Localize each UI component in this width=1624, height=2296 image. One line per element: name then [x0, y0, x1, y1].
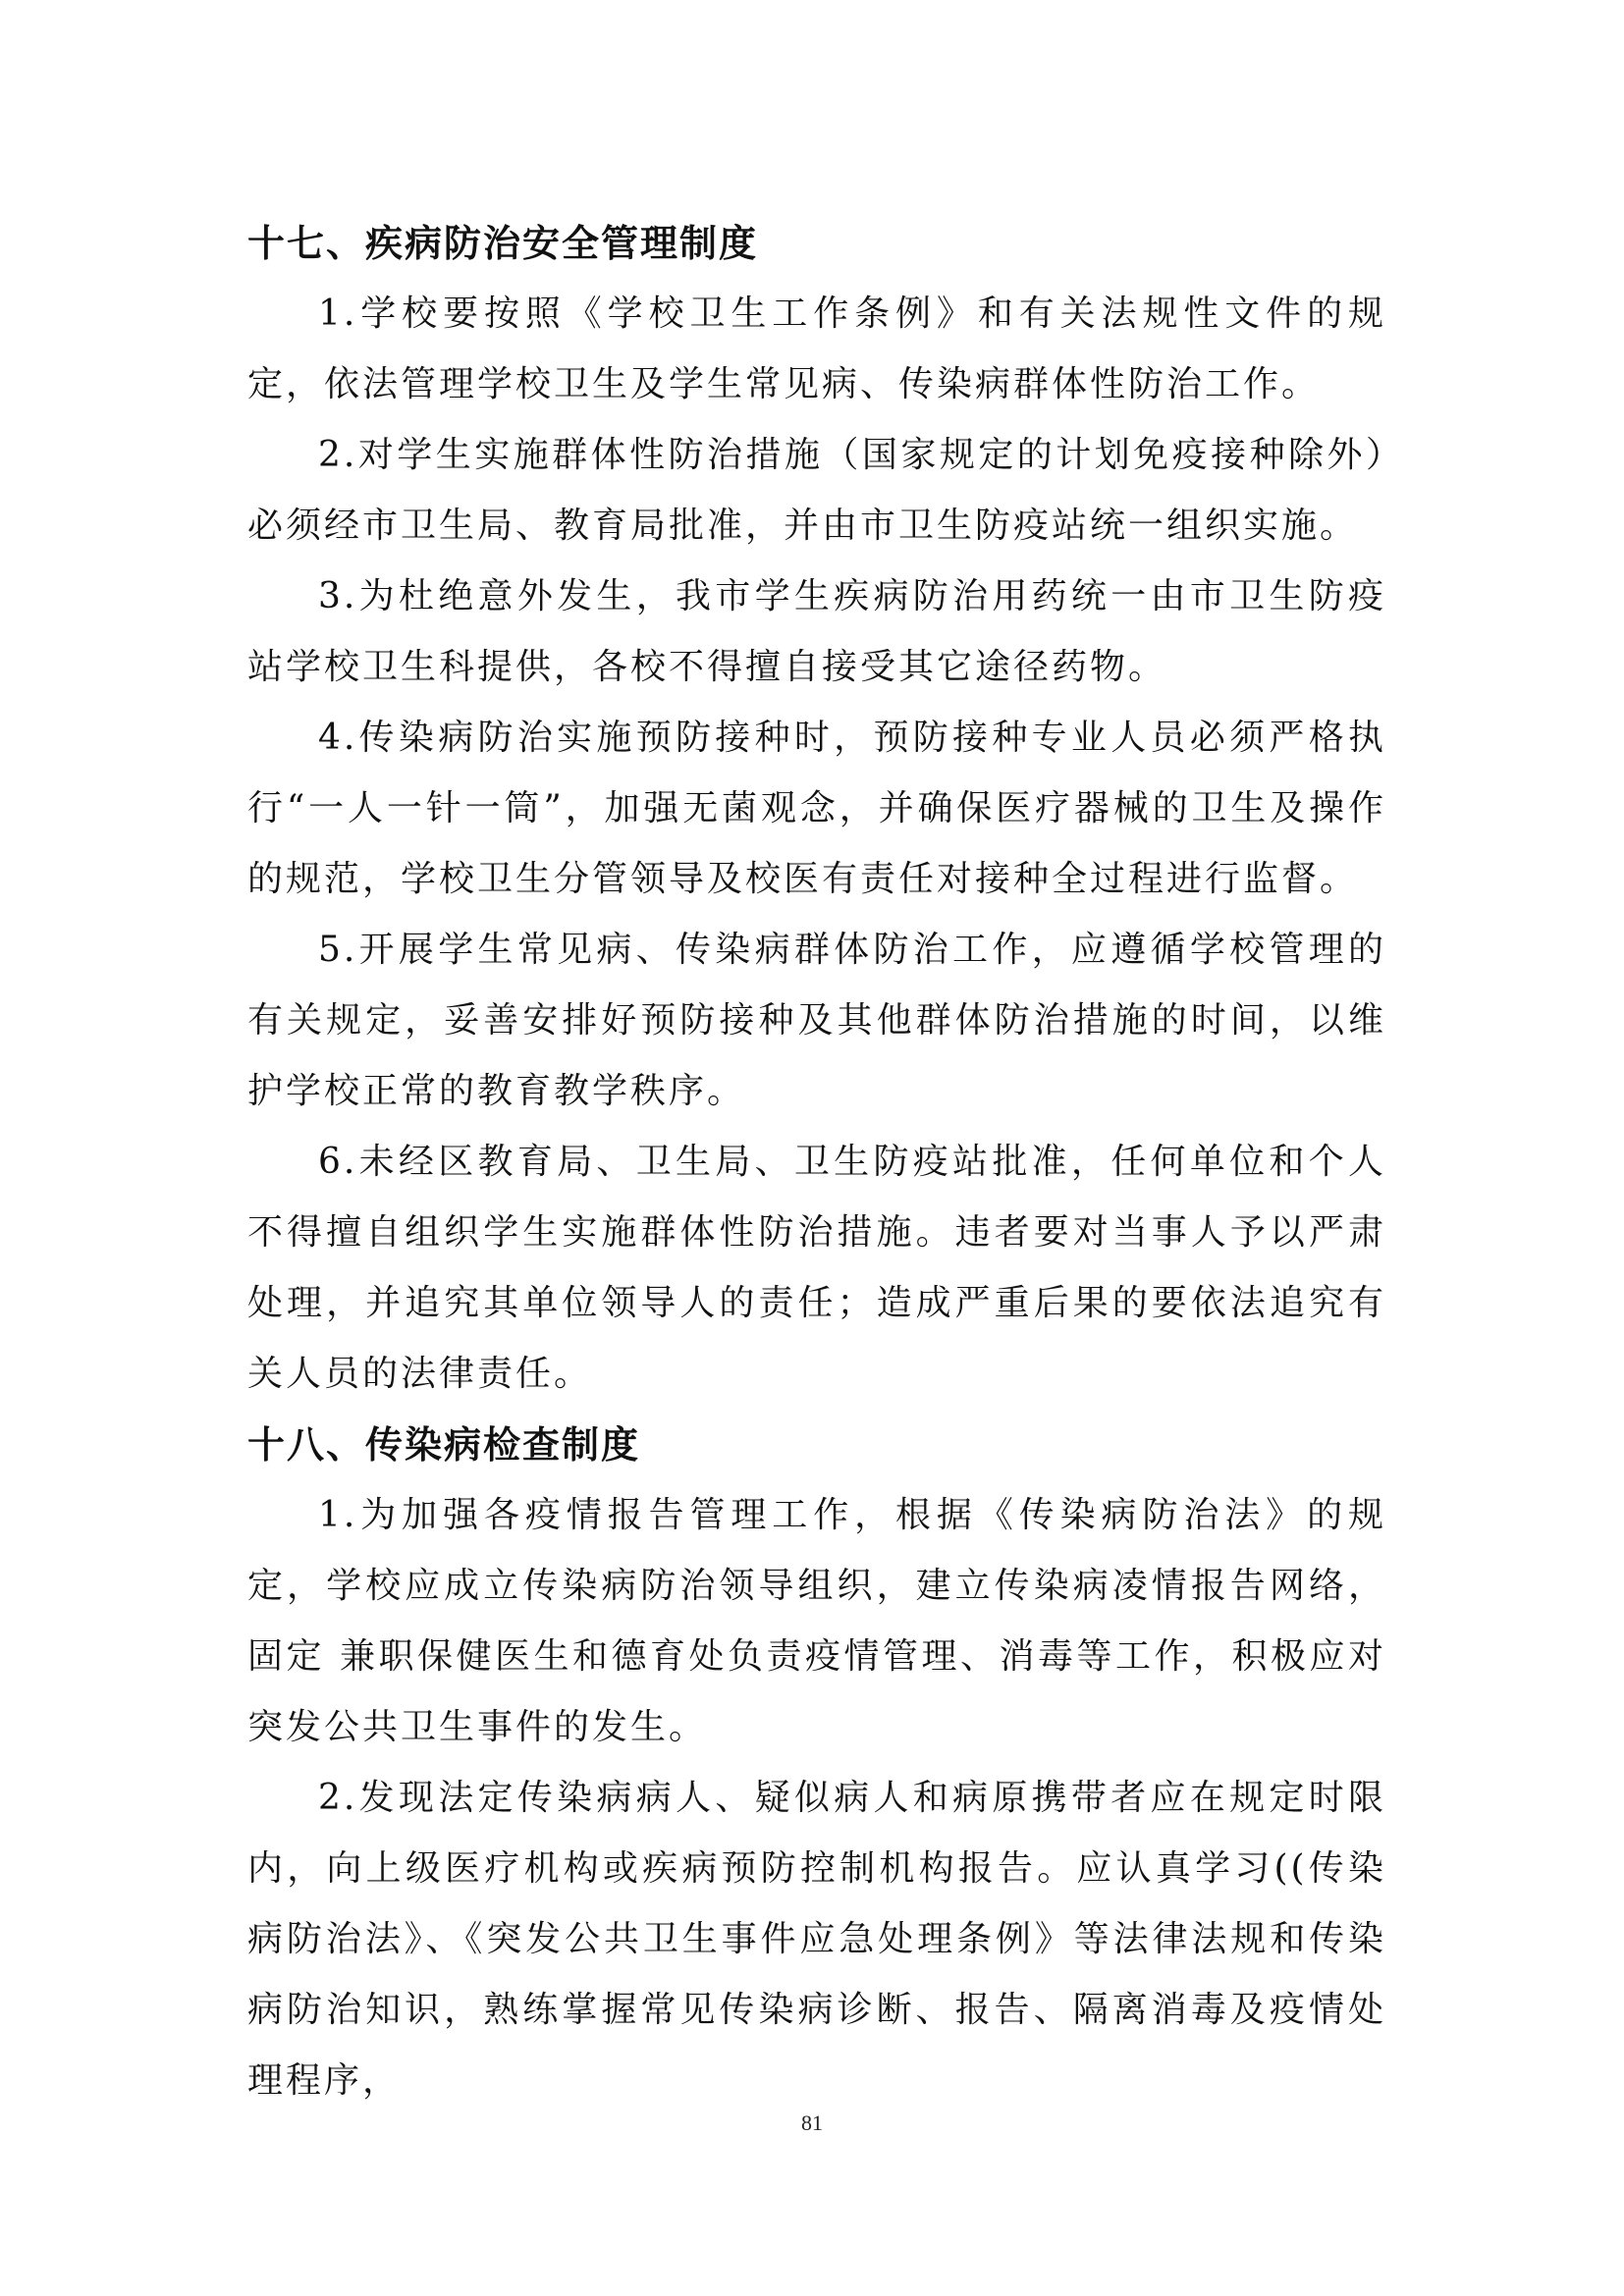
section-18-paragraph-2: 2.发现法定传染病病人、疑似病人和病原携带者应在规定时限内，向上级医疗机构或疾病预防控制机构报告。应认真学习((传染病防治法》、《突发公共卫生事件应急处理条例》等法律法规和传染病防治知识，熟练掌握常见传染病诊断、报告、隔离消毒及疫情处理程序， — [247, 1778, 1386, 2101]
section-title-18: 十八、传染病检查制度 — [247, 1423, 641, 1467]
page-content — [247, 208, 1386, 2116]
section-17-paragraph-6: 6.未经区教育局、卫生局、卫生防疫站批准，任何单位和个人不得擅自组织学生实施群体性防治措施。违者要对当事人予以严肃处理，并追究其单位领导人的责任；造成严重后果的要依法追究有关人员的法律责任。 — [247, 1142, 1386, 1394]
section-17-paragraph-5: 5.开展学生常见病、传染病群体防治工作，应遵循学校管理的有关规定，妥善安排好预防接种及其他群体防治措施的时间，以维护学校正常的教育教学秩序。 — [247, 930, 1386, 1111]
section-17-paragraph-3: 3.为杜绝意外发生，我市学生疾病防治用药统一由市卫生防疫站学校卫生科提供，各校不得擅自接受其它途径药物。 — [247, 576, 1386, 687]
section-17-paragraph-4: 4.传染病防治实施预防接种时，预防接种专业人员必须严格执行“一人一针一筒”，加强无菌观念，并确保医疗器械的卫生及操作的规范，学校卫生分管领导及校医有责任对接种全过程进行监督。 — [247, 718, 1386, 899]
section-18-paragraph-1: 1.为加强各疫情报告管理工作，根据《传染病防治法》的规定，学校应成立传染病防治领导组织，建立传染病凌情报告网络，固定 兼职保健医生和德育处负责疫情管理、消毒等工作，积极应对突发公共卫生事件的发生。 — [247, 1495, 1386, 1747]
section-17-paragraph-1: 1.学校要按照《学校卫生工作条例》和有关法规性文件的规定，依法管理学校卫生及学生常见病、传染病群体性防治工作。 — [247, 294, 1386, 404]
page-number: 81 — [801, 2110, 823, 2135]
section-17-paragraph-2: 2.对学生实施群体性防治措施（国家规定的计划免疫接种除外）必须经市卫生局、教育局批准，并由市卫生防疫站统一组织实施。 — [247, 435, 1386, 546]
section-title-17: 十七、疾病防治安全管理制度 — [247, 222, 759, 265]
